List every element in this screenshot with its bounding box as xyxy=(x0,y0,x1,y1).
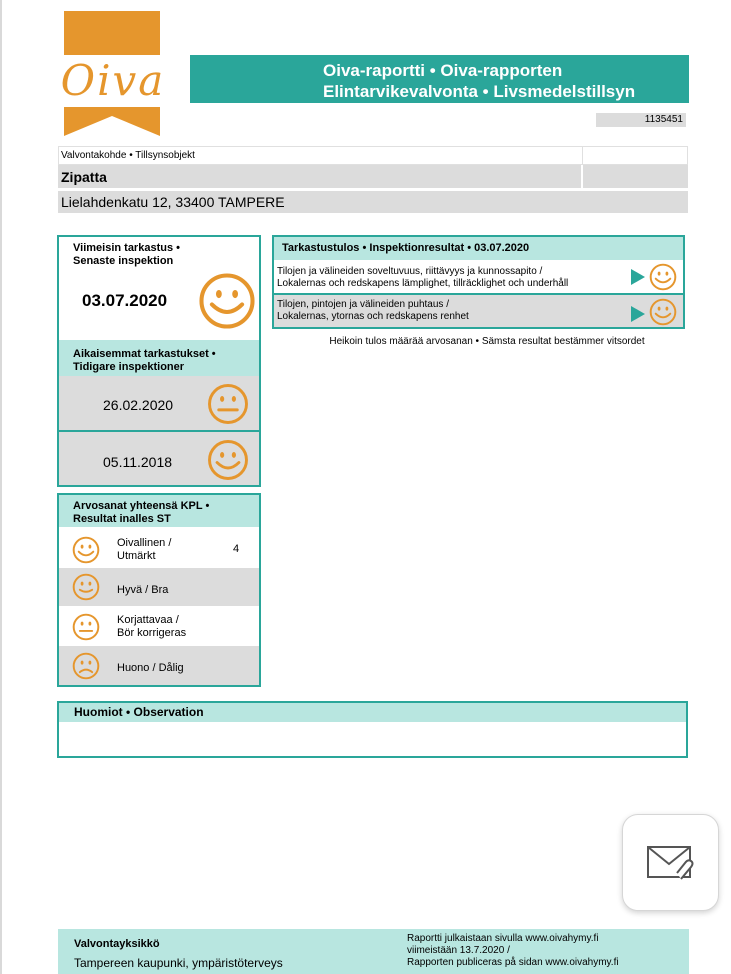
grade-label: Oivallinen / xyxy=(117,537,172,549)
excellent-smiley-icon xyxy=(207,439,249,481)
result-topic-sv: Lokalernas, ytornas och redskapens renhet xyxy=(277,311,469,322)
excellent-smiley-icon xyxy=(649,298,677,326)
latest-date: 03.07.2020 xyxy=(82,291,168,310)
play-arrow-icon xyxy=(631,306,645,322)
oiva-logo xyxy=(48,11,178,139)
previous-date: 05.11.2018 xyxy=(103,454,173,470)
target-address-row xyxy=(58,190,688,213)
observation-header: Huomiot • Observation xyxy=(59,703,686,722)
publish-line-1: Raportti julkaistaan sivulla www.oivahymy.fi xyxy=(407,933,599,944)
result-row xyxy=(274,295,683,327)
inspection-history-panel xyxy=(57,235,261,487)
publish-line-3: Rapporten publiceras på sidan www.oivahymy.fi xyxy=(407,957,619,968)
latest-label: Viimeisin tarkastus • Senaste inspektion xyxy=(73,242,180,267)
grade-label: Korjattavaa / xyxy=(117,614,179,626)
email-attachment-button[interactable] xyxy=(622,814,719,911)
previous-item xyxy=(59,432,259,485)
previous-item xyxy=(59,376,259,432)
totals-row xyxy=(59,568,259,606)
grade-label: Huono / Dålig xyxy=(117,662,184,674)
grade-totals-panel xyxy=(57,493,261,687)
excellent-smiley-icon xyxy=(649,263,677,291)
report-title xyxy=(190,55,689,103)
logo-text: Oiva xyxy=(60,56,166,105)
footer-band xyxy=(58,929,689,974)
totals-header: Arvosanat yhteensä KPL • Resultat inalles ST xyxy=(59,495,259,527)
target-label-row xyxy=(58,146,688,165)
result-topic: Tilojen, pintojen ja välineiden puhtaus / xyxy=(277,299,449,310)
target-name-row xyxy=(58,165,688,188)
grade-count: 4 xyxy=(233,543,240,555)
unit-label: Valvontayksikkö xyxy=(74,938,160,950)
inspection-results-panel xyxy=(272,235,685,329)
target-address: Lielahdenkatu 12, 33400 TAMPERE xyxy=(61,194,285,210)
correct-smiley-icon xyxy=(72,613,100,641)
play-arrow-icon xyxy=(631,269,645,285)
latest-excellent-smiley-icon xyxy=(198,272,256,330)
good-smiley-icon xyxy=(72,573,100,601)
result-topic: Tilojen ja välineiden soveltuvuus, riittävyys ja kunnossapito / xyxy=(277,266,543,277)
results-note: Heikoin tulos määrää arvosanan • Sämsta resultat bestämmer vitsordet xyxy=(329,336,645,347)
excellent-smiley-icon xyxy=(72,536,100,564)
unit-name: Tampereen kaupunki, ympäristöterveys xyxy=(74,956,283,970)
title-line-1: Oiva-raportti • Oiva-rapporten xyxy=(323,61,563,80)
totals-row xyxy=(59,606,259,646)
correct-smiley-icon xyxy=(207,383,249,425)
report-number: 1135451 xyxy=(596,113,686,127)
totals-row xyxy=(59,527,259,572)
grade-label-sv: Bör korrigeras xyxy=(117,627,187,639)
poor-smiley-icon xyxy=(72,652,100,680)
mail-attachment-icon xyxy=(647,845,695,881)
grade-label: Hyvä / Bra xyxy=(117,584,169,596)
target-name: Zipatta xyxy=(61,169,107,185)
result-topic-sv: Lokalernas och redskapens lämplighet, tillräcklighet och underhåll xyxy=(277,278,569,289)
totals-row xyxy=(59,646,259,685)
previous-header: Aikaisemmat tarkastukset • Tidigare inspektioner xyxy=(59,340,259,376)
title-line-2: Elintarvikevalvonta • Livsmedelstillsyn xyxy=(323,82,636,101)
previous-date: 26.02.2020 xyxy=(103,397,174,413)
target-label: Valvontakohde • Tillsynsobjekt xyxy=(61,150,195,161)
observation-panel xyxy=(57,701,688,758)
result-row xyxy=(274,260,683,295)
grade-label-sv: Utmärkt xyxy=(117,550,156,562)
publish-line-2: viimeistään 13.7.2020 / xyxy=(407,945,510,956)
results-header: Tarkastustulos • Inspektionresultat • 03.07.2020 xyxy=(274,237,683,260)
page-edge xyxy=(0,0,2,974)
